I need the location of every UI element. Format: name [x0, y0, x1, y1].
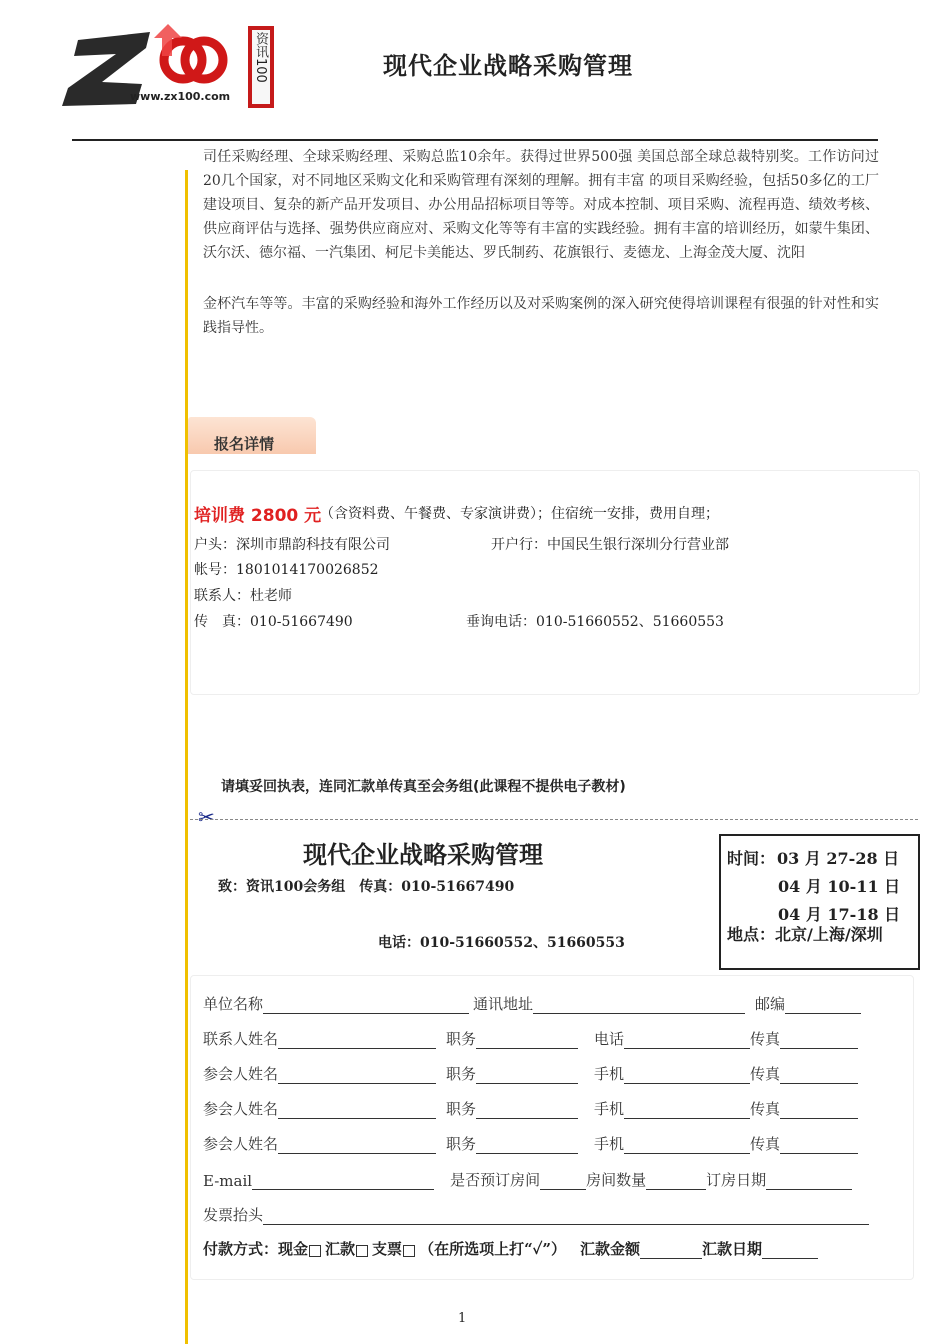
- attendee-name-label: 参会人姓名: [203, 1100, 279, 1118]
- attendee-mobile-field[interactable]: [624, 1135, 750, 1154]
- attendee-position-field[interactable]: [476, 1065, 578, 1084]
- form-row-attendee-2: [203, 1097, 877, 1119]
- cheque-checkbox[interactable]: [403, 1245, 415, 1257]
- bank-name: 开户行：中国民生银行深圳分行营业部: [491, 537, 729, 553]
- registration-tab-label: 报名详情: [214, 435, 275, 453]
- instruction-text: 请填妥回执表，连同汇款单传真至会务组(此课程不提供电子教材): [221, 779, 626, 795]
- scissors-icon: ✂: [198, 805, 215, 829]
- contact-phone-field[interactable]: [624, 1030, 750, 1049]
- attendee-mobile-label: 手机: [594, 1065, 625, 1083]
- fee-note: （含资料费、午餐费、专家演讲费）；住宿统一安排，费用自理；: [320, 506, 719, 522]
- contact-phone-label: 电话: [594, 1030, 625, 1048]
- booking-date-field[interactable]: [766, 1171, 852, 1190]
- payment-row: [203, 1238, 818, 1259]
- contact-position-label: 职务: [446, 1030, 477, 1048]
- payment-label: 付款方式：: [203, 1240, 279, 1258]
- schedule-date-1: 03 月 27-28 日: [777, 849, 900, 868]
- attendee-position-label: 职务: [446, 1065, 477, 1083]
- form-telephone: 电话：010-51660552、51660553: [378, 935, 625, 951]
- attendee-name-label: 参会人姓名: [203, 1135, 279, 1153]
- cut-line: [190, 819, 918, 820]
- schedule-box: [719, 834, 920, 970]
- email-label: E-mail: [203, 1172, 253, 1190]
- contact-person: 联系人：杜老师: [194, 588, 292, 604]
- attendee-position-label: 职务: [446, 1100, 477, 1118]
- left-accent-bar: [185, 170, 188, 1344]
- payment-cash-label: 现金: [278, 1240, 309, 1258]
- logo-site: www.zx100.com: [130, 90, 231, 103]
- schedule-location: 地点：北京/上海/深圳: [727, 925, 883, 944]
- payment-hint: （在所选项上打“✓”）: [419, 1240, 566, 1258]
- address-field[interactable]: [533, 995, 745, 1014]
- remit-date-label: 汇款日期: [702, 1240, 763, 1258]
- attendee-mobile-label: 手机: [594, 1100, 625, 1118]
- contact-position-field[interactable]: [476, 1030, 578, 1049]
- remit-checkbox[interactable]: [356, 1245, 368, 1257]
- room-count-field[interactable]: [646, 1171, 706, 1190]
- company-field[interactable]: [263, 995, 469, 1014]
- remit-date-field[interactable]: [762, 1240, 818, 1259]
- attendee-position-field[interactable]: [476, 1135, 578, 1154]
- account-number: 帐号：1801014170026852: [194, 562, 379, 578]
- attendee-fax-field[interactable]: [780, 1100, 858, 1119]
- contact-fax-field[interactable]: [780, 1030, 858, 1049]
- bio-paragraph-2: 金杯汽车等等。丰富的采购经验和海外工作经历以及对采购案例的深入研究使得培训课程有很强的针对性和实践指导性。: [203, 296, 879, 336]
- attendee-fax-field[interactable]: [780, 1135, 858, 1154]
- registration-tab: [188, 417, 316, 454]
- room-booking-field[interactable]: [540, 1171, 586, 1190]
- form-row-email: [203, 1168, 877, 1190]
- attendee-fax-field[interactable]: [780, 1065, 858, 1084]
- zx100-logo: [58, 18, 278, 110]
- inquiry-phone: 垂询电话：010-51660552、51660553: [466, 614, 724, 630]
- booking-date-label: 订房日期: [706, 1171, 767, 1189]
- schedule-time-label: 时间：: [727, 849, 776, 868]
- email-field[interactable]: [252, 1171, 434, 1190]
- room-booking-label: 是否预订房间: [450, 1171, 541, 1189]
- page-number: 1: [458, 1311, 467, 1326]
- postcode-field[interactable]: [785, 995, 861, 1014]
- document-title: 现代企业战略采购管理: [383, 52, 633, 80]
- contact-name-label: 联系人姓名: [203, 1030, 279, 1048]
- account-name: 户头：深圳市鼎韵科技有限公司: [194, 537, 390, 553]
- header-rule: [72, 139, 878, 141]
- contact-name-field[interactable]: [278, 1030, 436, 1049]
- form-row-invoice: [203, 1203, 877, 1225]
- payment-cheque-label: 支票: [372, 1240, 403, 1258]
- form-row-attendee-1: [203, 1062, 877, 1084]
- attendee-mobile-field[interactable]: [624, 1100, 750, 1119]
- address-label: 通讯地址: [473, 995, 534, 1013]
- registration-form-box: [190, 975, 914, 1280]
- remit-amount-label: 汇款金额: [580, 1240, 641, 1258]
- remit-amount-field[interactable]: [640, 1240, 702, 1259]
- logo-badge: 资讯100: [253, 32, 268, 83]
- attendee-mobile-label: 手机: [594, 1135, 625, 1153]
- attendee-name-label: 参会人姓名: [203, 1065, 279, 1083]
- postcode-label: 邮编: [755, 995, 786, 1013]
- schedule-date-3: 04 月 17-18 日: [778, 905, 901, 924]
- schedule-date-2: 04 月 10-11 日: [778, 877, 901, 896]
- attendee-position-label: 职务: [446, 1135, 477, 1153]
- attendee-fax-label: 传真: [750, 1100, 781, 1118]
- attendee-name-field[interactable]: [278, 1135, 436, 1154]
- attendee-fax-label: 传真: [750, 1135, 781, 1153]
- invoice-title-label: 发票抬头: [203, 1206, 264, 1224]
- form-row-company: [203, 992, 877, 1014]
- form-recipient: 致：资讯100会务组 传真：010-51667490: [218, 879, 515, 895]
- attendee-fax-label: 传真: [750, 1065, 781, 1083]
- form-row-contact: [203, 1027, 877, 1049]
- bio-paragraph-1: 司任采购经理、全球采购经理、采购总监10余年。获得过世界500强 美国总部全球总裁特别奖。工作访问过20几个国家，对不同地区采购文化和采购管理有深刻的理解。拥有丰富 的项目采购经验，包括50多亿的工厂建设项目、复杂的新产品开发项目、办公用品招标项目等等。对成本控制、项目采购、流程再造、绩效考核、供应商评估与选择、强势供应商应对、采购文化等等有丰富的实践经验。拥有丰富的培训经历，如蒙牛集团、沃尔沃、德尔福、一汽集团、柯尼卡美能达、罗氏制药、花旗银行、麦德龙、上海金茂大厦、沈阳: [203, 149, 879, 261]
- company-label: 单位名称: [203, 995, 264, 1013]
- attendee-name-field[interactable]: [278, 1100, 436, 1119]
- invoice-title-field[interactable]: [263, 1206, 869, 1225]
- attendee-name-field[interactable]: [278, 1065, 436, 1084]
- training-fee: 培训费 2800 元: [194, 506, 322, 526]
- attendee-position-field[interactable]: [476, 1100, 578, 1119]
- payment-remit-label: 汇款: [325, 1240, 356, 1258]
- cash-checkbox[interactable]: [309, 1245, 321, 1257]
- fax-number: 传 真：010-51667490: [194, 614, 353, 630]
- contact-fax-label: 传真: [750, 1030, 781, 1048]
- room-count-label: 房间数量: [586, 1171, 647, 1189]
- attendee-mobile-field[interactable]: [624, 1065, 750, 1084]
- form-title: 现代企业战略采购管理: [303, 841, 543, 869]
- form-row-attendee-3: [203, 1132, 877, 1154]
